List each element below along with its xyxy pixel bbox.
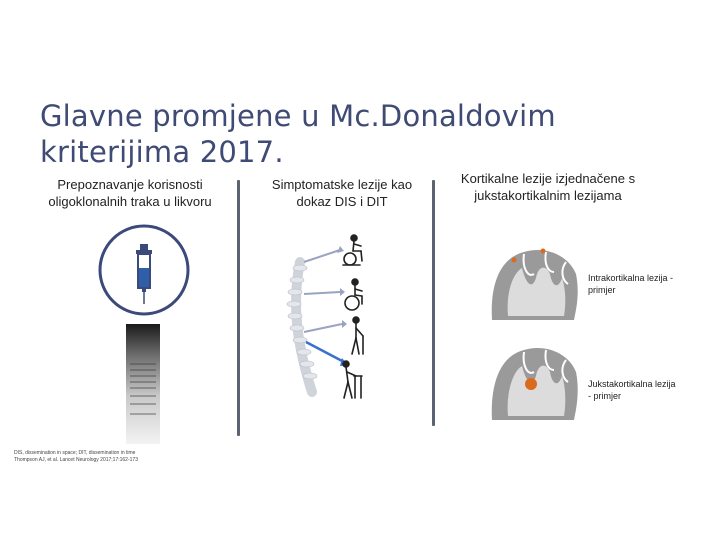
- slide-title: Glavne promjene u Mc.Donaldovim kriterijima 2017.: [40, 99, 556, 169]
- footnote: [14, 450, 184, 464]
- walker-figure-icon: [338, 360, 364, 400]
- walking-aid-figure-icon: [346, 316, 368, 356]
- spine-diagram: [282, 232, 392, 412]
- intracortical-caption: Intrakortikalna lezija - primjer: [588, 273, 674, 295]
- column-heading-symptomatic: Simptomatske lezije kao dokaz DIS i DIT: [271, 177, 413, 209]
- juxtacortical-caption: Jukstakortikalna lezija - primjer: [588, 379, 676, 401]
- footnote-reference: Thompson AJ, et al. Lancet Neurology 2017;17:162-173: [14, 457, 138, 463]
- wheelchair-figure-icon-2: [342, 278, 368, 312]
- column-divider-left: [237, 180, 240, 436]
- gel-strip-image: [126, 324, 160, 444]
- column-divider-right: [432, 180, 435, 426]
- syringe-icon: [96, 222, 192, 318]
- brain-intracortical-image: [488, 244, 580, 324]
- brain-juxtacortical-image: [488, 340, 580, 424]
- column-heading-cortical: Kortikalne lezije izjednačene s jukstakortikalnim lezijama: [460, 171, 636, 203]
- wheelchair-figure-icon: [340, 234, 366, 268]
- column-heading-csf: Prepoznavanje korisnosti oligoklonalnih traka u likvoru: [48, 177, 212, 209]
- footnote-abbreviations: DIS, dissemination in space; DIT, dissemination in time: [14, 450, 136, 456]
